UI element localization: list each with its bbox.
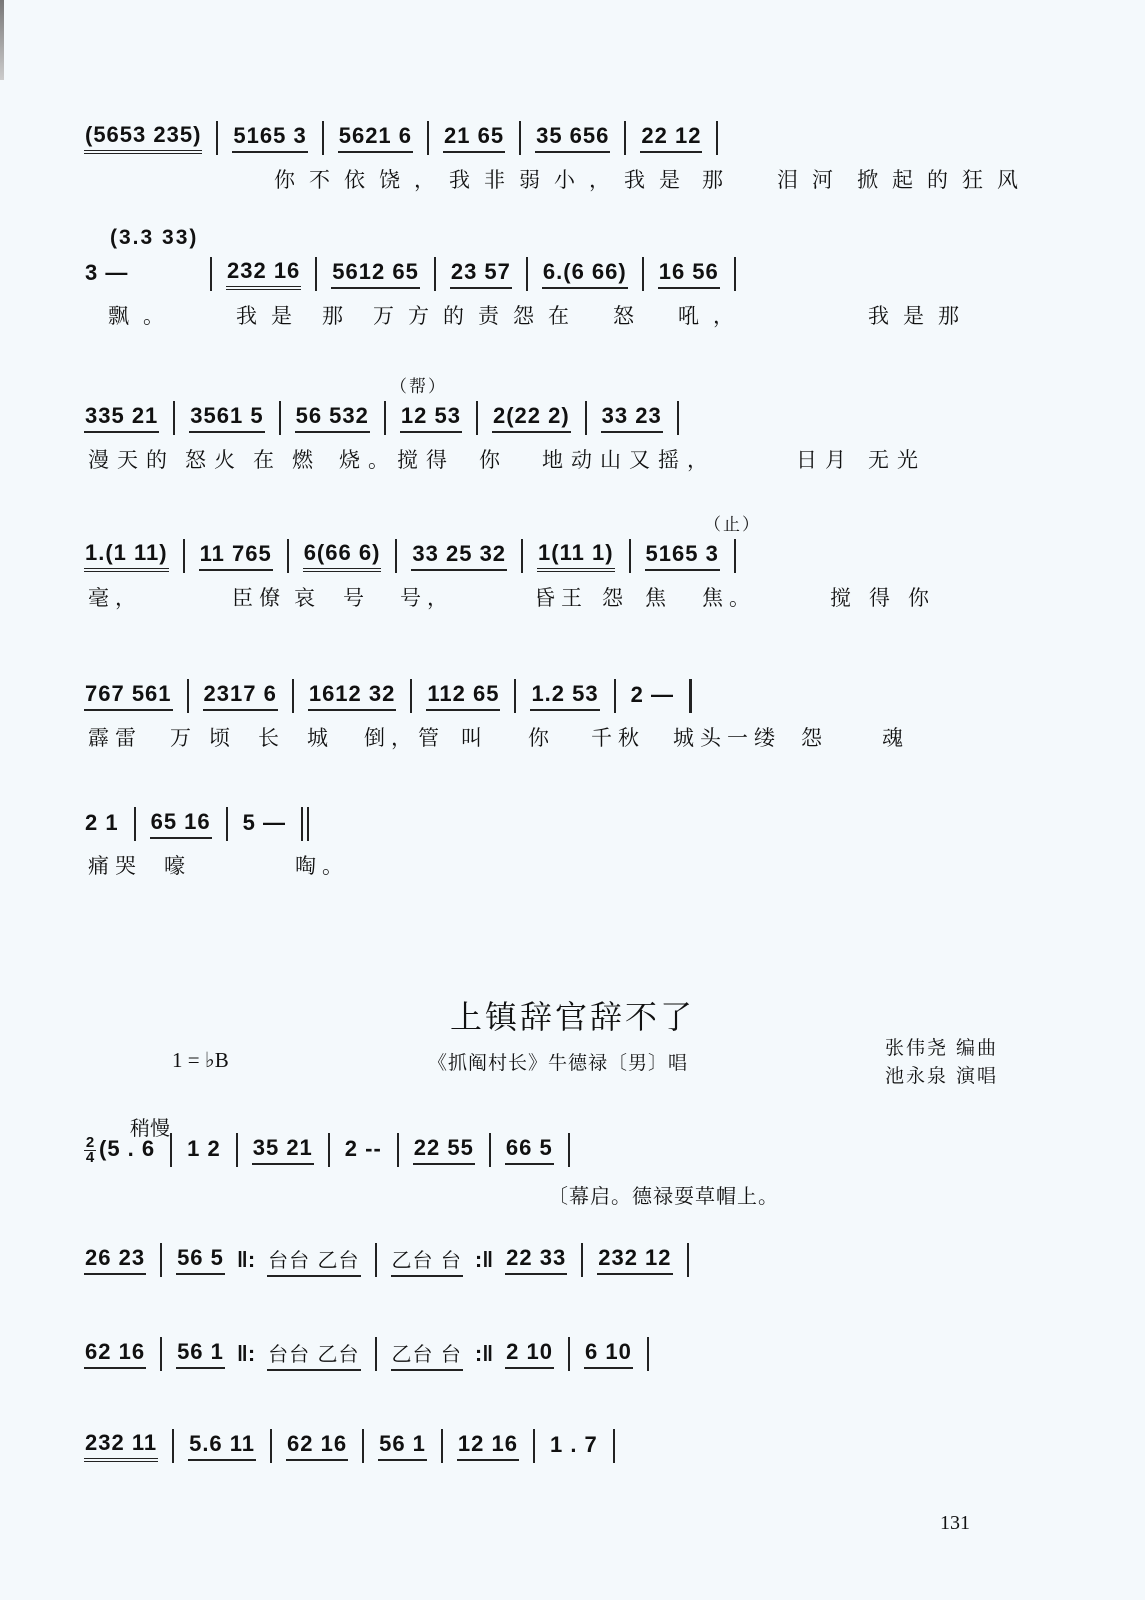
measure: 65 16 (150, 809, 212, 839)
barline (395, 539, 397, 573)
barline (613, 1429, 615, 1463)
measure: 6 10 (584, 1339, 633, 1369)
lyric: 无光 (868, 448, 926, 472)
barline (216, 121, 218, 155)
barline (716, 121, 718, 155)
measure: 22 33 (505, 1245, 567, 1275)
lyric: 狂风 (962, 168, 1032, 192)
lyric: 昏王 (534, 586, 588, 610)
barline (585, 401, 587, 435)
repeat-start: ‖: (236, 1341, 256, 1366)
measure: (5 . 6 (99, 1136, 156, 1161)
measure: 56 532 (295, 403, 370, 433)
measure: 5621 6 (338, 123, 413, 153)
lyric: 怨 (602, 586, 629, 610)
lyric: 得 (869, 586, 896, 610)
measure: 1(11 1) (537, 540, 615, 572)
lyric: 漫天的 (88, 448, 175, 472)
lyric: 焦 (645, 586, 672, 610)
lyrics-row (84, 300, 1024, 330)
lyric: 山又 (600, 448, 658, 472)
measure: 22 55 (413, 1135, 475, 1165)
percussion-measure: 乙台 台 (391, 1244, 463, 1277)
barline (434, 257, 436, 291)
lyric: 地动 (542, 448, 600, 472)
barline (568, 1337, 570, 1371)
page-number: 131 (940, 1512, 970, 1534)
repeat-end: :‖ (474, 1341, 494, 1366)
barline (734, 257, 736, 291)
barline (160, 1337, 162, 1371)
lyric: 在 (548, 304, 583, 328)
barline (489, 1133, 491, 1167)
notes-row (84, 254, 1024, 294)
barline (160, 1243, 162, 1277)
key-signature: 1 = ♭B (172, 1048, 229, 1072)
notes-row (84, 398, 1024, 438)
lyrics-row (84, 722, 1024, 752)
measure: 6(66 6) (303, 540, 382, 572)
lyrics-row (84, 164, 1032, 194)
barline (375, 1337, 377, 1371)
measure: 33 23 (601, 403, 663, 433)
time-sig-top: 2 (85, 1133, 95, 1151)
lyrics-row (84, 444, 1024, 474)
barline (476, 401, 478, 435)
lyric: 啕。 (295, 854, 349, 878)
lyric: 你不依 (274, 168, 379, 192)
lyric: 我是 (236, 304, 306, 328)
lyric: 一缕 (727, 726, 781, 750)
measure: 232 16 (226, 258, 301, 290)
measure: 1.(1 11) (84, 540, 169, 572)
measure: 1.2 53 (530, 681, 599, 711)
barline (642, 257, 644, 291)
lyric: 我是那 (868, 304, 973, 328)
barline (134, 807, 136, 841)
lyric: 小，我是 (554, 168, 694, 192)
measure: 11 765 (199, 541, 273, 571)
barline-fermata (689, 679, 692, 713)
barline (384, 401, 386, 435)
notes-row (84, 676, 1024, 716)
barline (322, 121, 324, 155)
lyric: 哀 (294, 586, 321, 610)
lyric: 怒 (613, 304, 648, 328)
measure: 6.(6 66) (542, 259, 628, 289)
measure: 1612 32 (308, 681, 397, 711)
barline (410, 679, 412, 713)
lyric: 顷 (209, 726, 236, 750)
lyric: 飘。 (108, 304, 178, 328)
barline (614, 679, 616, 713)
barline (362, 1429, 364, 1463)
measure: 767 561 (84, 681, 173, 711)
lyric: 城 (307, 726, 334, 750)
barline (397, 1133, 399, 1167)
barline (514, 679, 516, 713)
barline (187, 679, 189, 713)
barline (734, 539, 736, 573)
lyric: 叫 (461, 726, 488, 750)
measure: 62 16 (84, 1339, 146, 1369)
measure: 2 1 (85, 810, 119, 835)
measure: 56 5 (176, 1245, 225, 1275)
lyric: 千秋 (591, 726, 645, 750)
barline (226, 807, 228, 841)
barline (581, 1243, 583, 1277)
measure: 5.6 11 (188, 1431, 256, 1461)
credits (885, 1034, 998, 1090)
repeat-start: ‖: (236, 1247, 256, 1272)
lyric: 臣僚 (232, 586, 286, 610)
grace-notes: (3.3 33) (110, 226, 199, 249)
notes-row (84, 1240, 1024, 1280)
barline (526, 257, 528, 291)
lyric: 长 (258, 726, 285, 750)
measure: 56 1 (176, 1339, 225, 1369)
final-barline (301, 807, 303, 841)
lyric: 倒，管 (364, 726, 445, 750)
song-title: 上镇辞官辞不了 (449, 998, 695, 1036)
measure: 26 23 (84, 1245, 146, 1275)
time-signature (84, 1133, 96, 1166)
lyric: 吼， (678, 304, 748, 328)
lyric: 掀起的 (857, 168, 962, 192)
lyric: 摇， (658, 448, 716, 472)
measure: 23 57 (450, 259, 512, 289)
lyric: 怨 (801, 726, 828, 750)
measure: 5165 3 (232, 123, 307, 153)
lyric: 城头 (673, 726, 727, 750)
lyric: 你 (908, 586, 935, 610)
measure: 56 1 (378, 1431, 427, 1461)
notes-row (84, 1426, 1024, 1466)
measure: 2(22 2) (492, 403, 571, 433)
barline (172, 1429, 174, 1463)
percussion-measure: 台台 乙台 (267, 1338, 360, 1371)
notes-row (84, 1130, 1024, 1170)
barline (315, 257, 317, 291)
lyric: 焦。 (702, 586, 756, 610)
measure: 2 — (630, 682, 674, 707)
measure: 2317 6 (203, 681, 278, 711)
lyric: 万方的 (373, 304, 478, 328)
repeat-end: :‖ (474, 1247, 494, 1272)
measure: 5 — (242, 810, 287, 835)
barline (328, 1133, 330, 1167)
measure: 62 16 (286, 1431, 348, 1461)
lyric: 你 (479, 448, 508, 472)
lyric: 魂 (882, 726, 909, 750)
lyric: 毫， (88, 586, 142, 610)
barline (287, 539, 289, 573)
lyric: 号， (400, 586, 454, 610)
lyric: 日月 (796, 448, 854, 472)
measure: 2 10 (505, 1339, 554, 1369)
lyrics-row (84, 850, 1024, 880)
barline (173, 401, 175, 435)
lyrics-row (84, 582, 1024, 612)
barline (279, 401, 281, 435)
barline (292, 679, 294, 713)
lyric: 你 (528, 726, 555, 750)
measure: 22 12 (640, 123, 702, 153)
measure: 5612 65 (331, 259, 420, 289)
percussion-measure: 乙台 台 (391, 1338, 463, 1371)
barline (568, 1133, 570, 1167)
measure: 1 . 7 (549, 1432, 598, 1457)
barline (427, 121, 429, 155)
lyric: 烧。 (339, 448, 397, 472)
lyric: 怒火 (185, 448, 243, 472)
lyric: 号 (343, 586, 370, 610)
composer-credit: 张伟尧 编曲 (885, 1037, 999, 1059)
notes-row (84, 804, 1024, 844)
lyric: 泪河 (777, 168, 847, 192)
measure: 35 656 (535, 123, 610, 153)
barline (375, 1243, 377, 1277)
scan-edge-mark (0, 0, 4, 80)
lyric: 那 (702, 168, 737, 192)
barline (183, 539, 185, 573)
lyric: 搅得 (397, 448, 455, 472)
measure: 232 11 (84, 1430, 158, 1462)
measure: 335 21 (84, 403, 159, 433)
barline (519, 121, 521, 155)
barline (677, 401, 679, 435)
barline (441, 1429, 443, 1463)
measure: 3 — (85, 260, 129, 285)
notes-row (84, 118, 1024, 158)
barline (210, 257, 212, 291)
measure: 33 25 32 (411, 541, 507, 571)
lyric: 那 (322, 304, 357, 328)
stage-direction: 〔幕启。德禄耍草帽上。 (548, 1184, 779, 1208)
lyric: 霹雷 (88, 726, 142, 750)
measure: 35 21 (252, 1135, 314, 1165)
notes-row (84, 536, 1024, 576)
percussion-measure: 台台 乙台 (267, 1244, 360, 1277)
barline (647, 1337, 649, 1371)
time-sig-bottom: 4 (85, 1148, 95, 1166)
annotation-bang: （帮） (390, 377, 447, 397)
lyric: 嚎 (164, 854, 191, 878)
measure: 5165 3 (645, 541, 720, 571)
measure: 12 16 (457, 1431, 519, 1461)
measure: 16 56 (658, 259, 720, 289)
lyric: 燃 (292, 448, 321, 472)
annotation-zhi: （止） (704, 515, 761, 535)
lyric: 饶，我非弱 (379, 168, 554, 192)
barline (270, 1429, 272, 1463)
lyric: 责怨 (478, 304, 548, 328)
barline (236, 1133, 238, 1167)
measure: 2 -- (344, 1136, 382, 1161)
measure: 1 2 (187, 1136, 221, 1161)
barline (170, 1133, 172, 1167)
performer-credit: 池永泉 演唱 (885, 1065, 999, 1087)
measure: 21 65 (443, 123, 505, 153)
lyric: 在 (253, 448, 282, 472)
song-subtitle: 《抓阄村长》牛德禄〔男〕唱 (428, 1052, 689, 1074)
notes-row (84, 1334, 1024, 1374)
measure: 3561 5 (189, 403, 264, 433)
measure: 112 65 (426, 681, 500, 711)
measure: 66 5 (505, 1135, 554, 1165)
barline (624, 121, 626, 155)
barline (521, 539, 523, 573)
barline (629, 539, 631, 573)
barline (687, 1243, 689, 1277)
measure: 232 12 (597, 1245, 672, 1275)
measure: 12 53 (400, 403, 462, 433)
lyric: 万 (170, 726, 197, 750)
lyric: 痛哭 (88, 854, 142, 878)
barline (533, 1429, 535, 1463)
lyric: 搅 (830, 586, 857, 610)
measure: (5653 235) (84, 122, 202, 154)
tempo-marking: 稍慢 (130, 1116, 170, 1140)
